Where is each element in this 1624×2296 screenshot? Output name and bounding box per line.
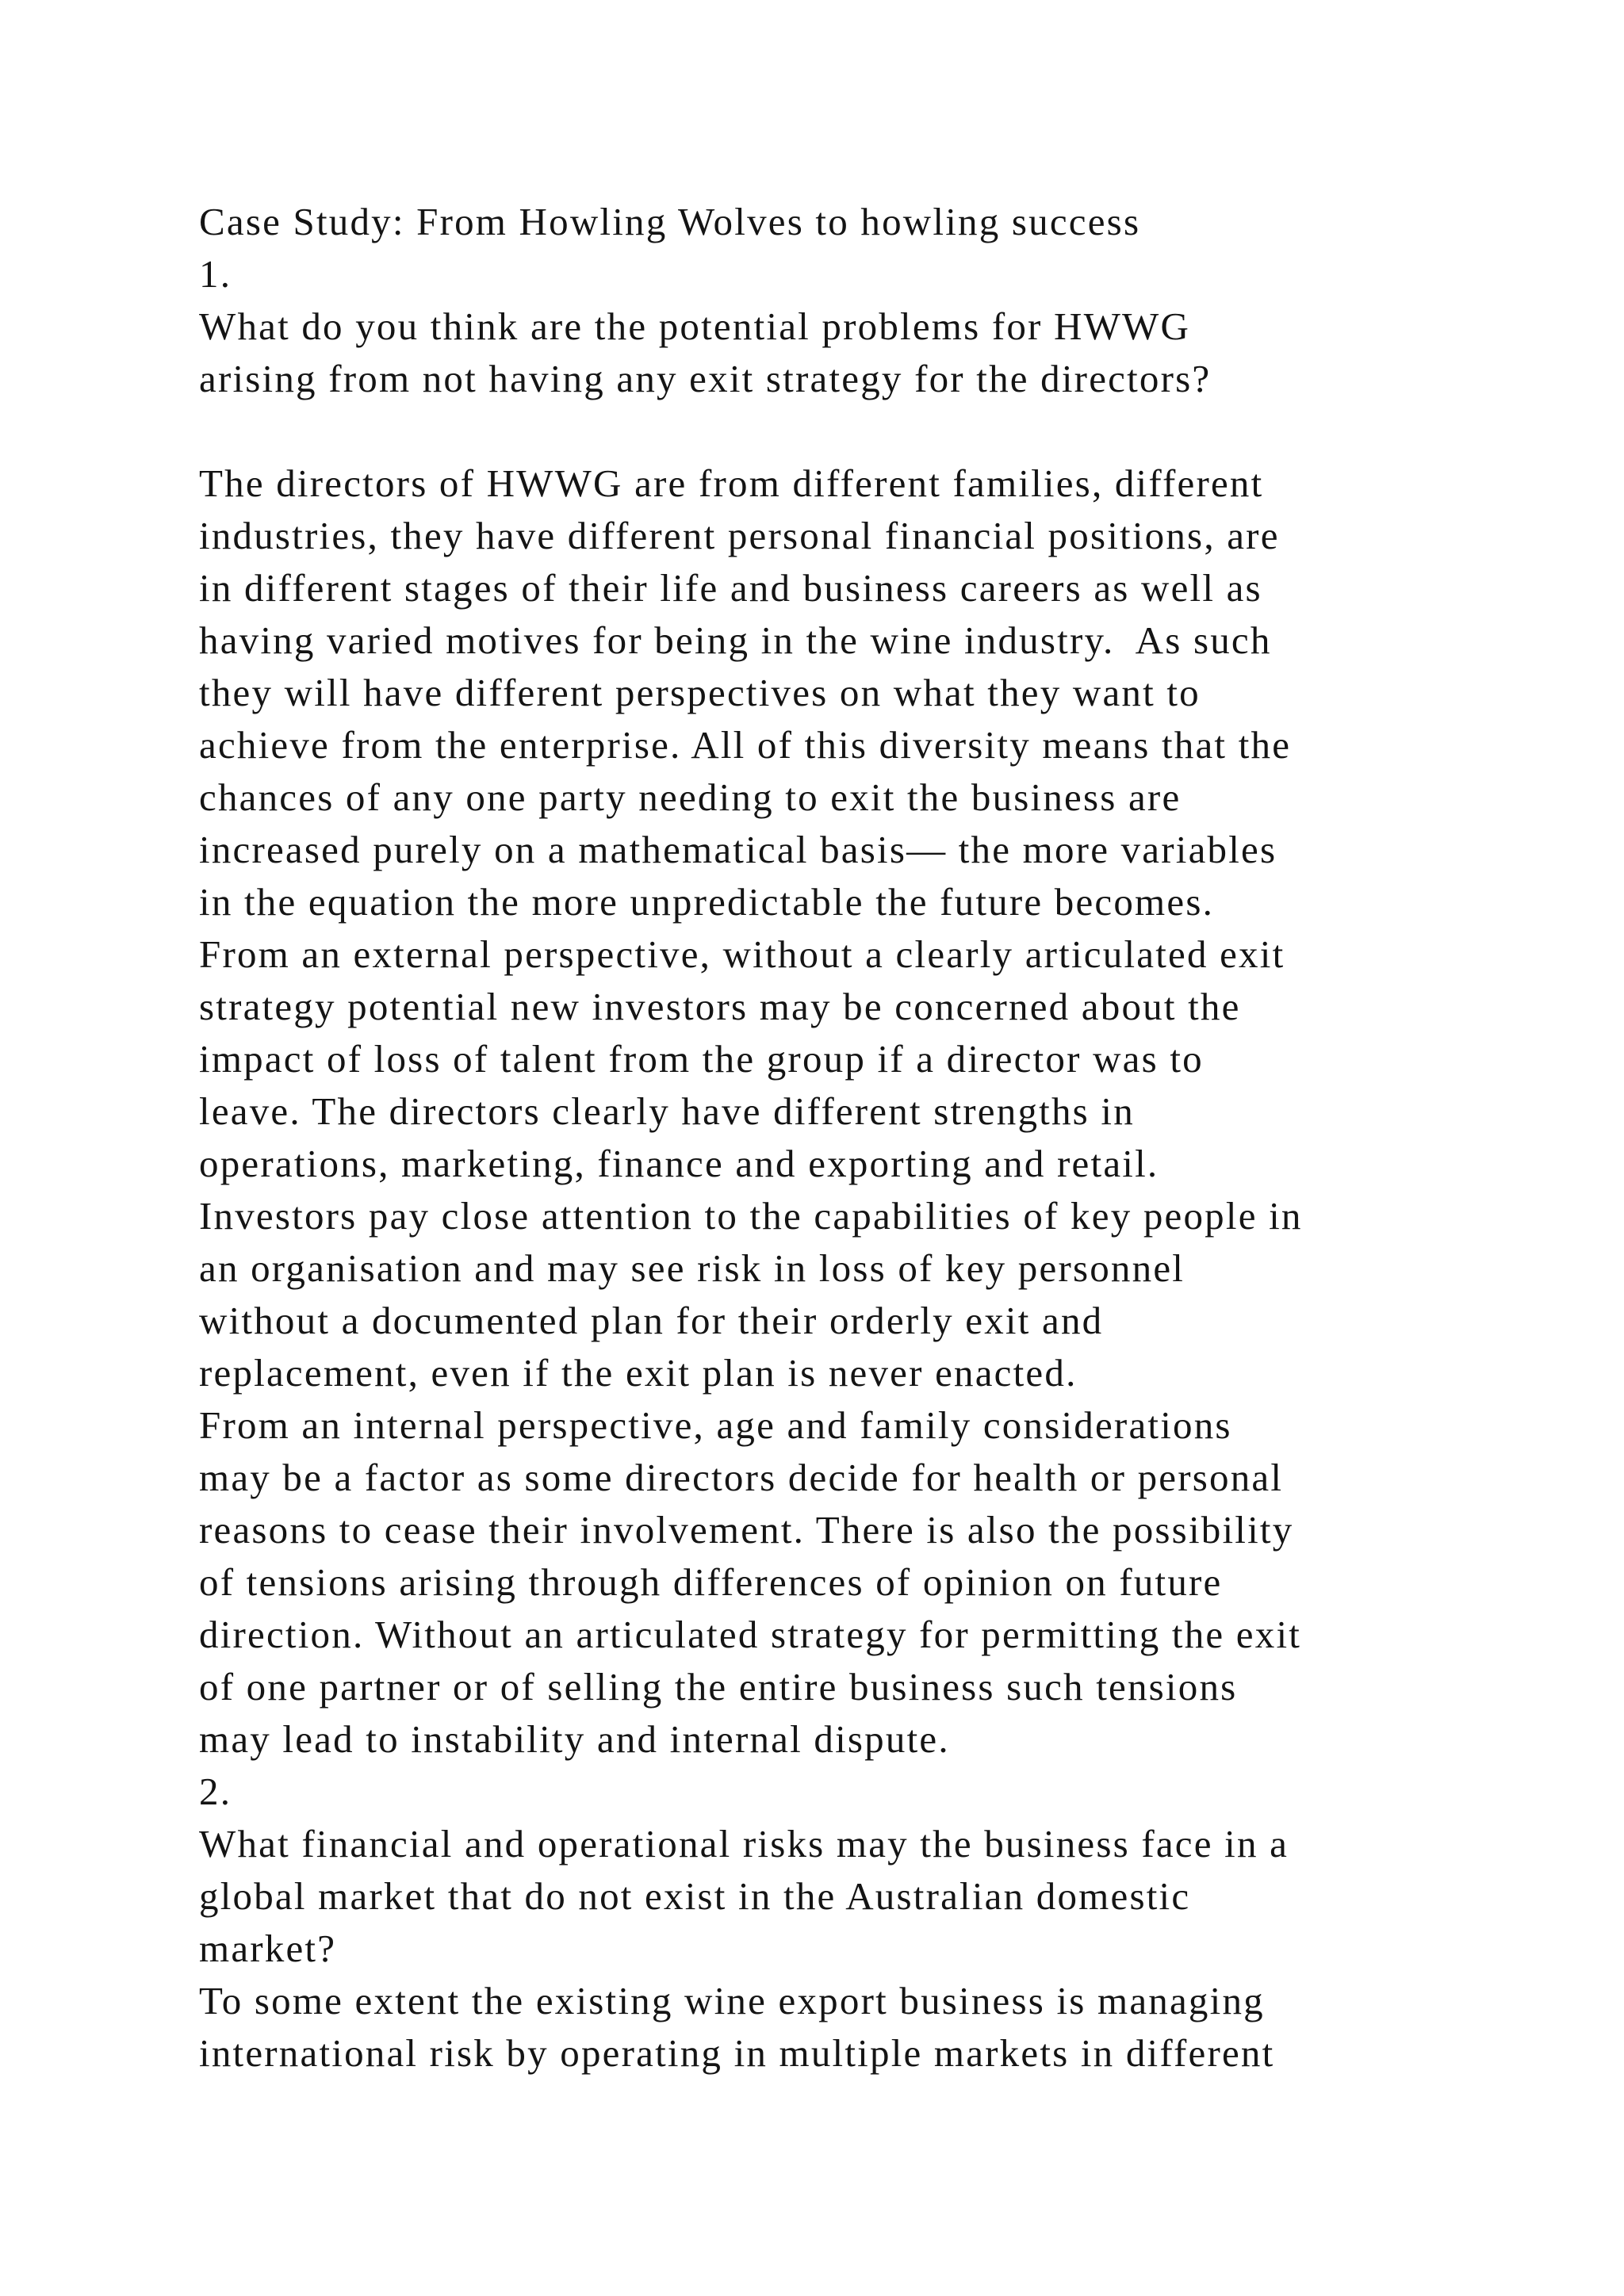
answer-text: of one partner or of selling the entire business such tensions bbox=[199, 1665, 1238, 1709]
answer-text: achieve from the enterprise. All of this diversity means that the bbox=[199, 723, 1292, 767]
answer-text: Investors pay close attention to the capabilities of key people in bbox=[199, 1194, 1303, 1238]
answer-text: The directors of HWWG are from different families, different bbox=[199, 461, 1264, 505]
answer-text: in different stages of their life and business careers as well as bbox=[199, 566, 1262, 610]
answer-text: may be a factor as some directors decide for health or personal bbox=[199, 1456, 1284, 1499]
answer-text: strategy potential new investors may be concerned about the bbox=[199, 985, 1241, 1028]
answer-text: From an internal perspective, age and family considerations bbox=[199, 1403, 1232, 1447]
question-text: global market that do not exist in the Australian domestic bbox=[199, 1874, 1191, 1918]
question-text: market? bbox=[199, 1927, 337, 1970]
answer-text: replacement, even if the exit plan is never enacted. bbox=[199, 1351, 1078, 1395]
answer-text: international risk by operating in multiple markets in different bbox=[199, 2031, 1275, 2075]
answer-text: they will have different perspectives on what they want to bbox=[199, 671, 1201, 714]
answer-text: reasons to cease their involvement. There is also the possibility bbox=[199, 1508, 1294, 1552]
answer-text: an organisation and may see risk in loss of key personnel bbox=[199, 1246, 1185, 1290]
answer-text: direction. Without an articulated strategy for permitting the exit bbox=[199, 1613, 1302, 1656]
answer-text: having varied motives for being in the wine industry. As such bbox=[199, 618, 1272, 662]
question-text: What financial and operational risks may the business face in a bbox=[199, 1822, 1289, 1866]
question-text: arising from not having any exit strategy for the directors? bbox=[199, 357, 1212, 400]
answer-text: To some extent the existing wine export business is managing bbox=[199, 1979, 1265, 2022]
answer-text: in the equation the more unpredictable the future becomes. bbox=[199, 880, 1215, 924]
answer-text: chances of any one party needing to exit the business are bbox=[199, 775, 1182, 819]
answer-text: industries, they have different personal financial positions, are bbox=[199, 514, 1280, 557]
document-title: Case Study: From Howling Wolves to howling success bbox=[199, 200, 1141, 243]
question-number: 1. bbox=[199, 252, 232, 296]
document-body bbox=[199, 196, 1507, 2080]
answer-text: From an external perspective, without a clearly articulated exit bbox=[199, 932, 1285, 976]
answer-text: of tensions arising through differences of opinion on future bbox=[199, 1560, 1223, 1604]
answer-text: increased purely on a mathematical basis— the more variables bbox=[199, 828, 1277, 871]
answer-text: leave. The directors clearly have different strengths in bbox=[199, 1089, 1135, 1133]
answer-text: impact of loss of talent from the group if a director was to bbox=[199, 1037, 1204, 1081]
answer-text: operations, marketing, finance and exporting and retail. bbox=[199, 1142, 1159, 1185]
question-number: 2. bbox=[199, 1770, 232, 1813]
blank-line bbox=[199, 405, 1507, 457]
question-text: What do you think are the potential problems for HWWG bbox=[199, 304, 1191, 348]
answer-text: without a documented plan for their orderly exit and bbox=[199, 1299, 1104, 1342]
answer-text: may lead to instability and internal dispute. bbox=[199, 1717, 950, 1761]
